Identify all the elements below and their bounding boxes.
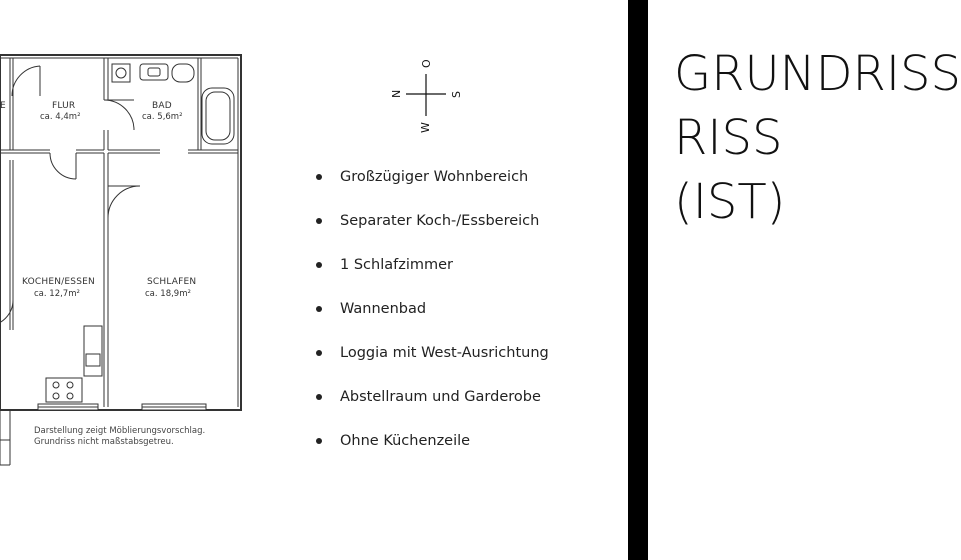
compass-w: W [419,122,432,133]
title-line-1: GRUNDRISS [674,46,961,102]
feature-text: 1 Schlafzimmer [340,257,453,273]
floor-plan [0,0,250,470]
list-item [314,386,549,430]
plan-disclaimer-line-1: Darstellung zeigt Möblierungsvorschlag. [34,426,206,436]
plan-disclaimer [34,426,205,448]
plan-disclaimer-line-2: Grundriss nicht maßstabsgetreu. [34,437,174,447]
bullet-icon [316,262,322,268]
list-item [314,166,549,210]
bullet-icon [316,438,322,444]
floor-plan-drawing [0,0,250,470]
room-area-bad: ca. 5,6m² [142,112,183,122]
room-area-kochen: ca. 12,7m² [34,289,80,299]
compass-icon [392,54,468,138]
bullet-icon [316,174,322,180]
compass-rose [392,54,468,138]
list-item [314,298,549,342]
black-divider-band [628,0,648,560]
room-name-schlafen: SCHLAFEN [147,277,197,287]
list-item [314,430,549,474]
room-name-kochen: KOCHEN/ESSEN [22,277,95,287]
title-line-3: (IST) [674,174,786,230]
bullet-icon [316,394,322,400]
title-line-2: RISS [674,110,783,166]
room-area-schlafen: ca. 18,9m² [145,289,191,299]
room-area-flur: ca. 4,4m² [40,112,81,122]
feature-list [314,166,549,474]
page-title [674,42,961,234]
feature-text: Großzügiger Wohnbereich [340,169,529,185]
compass-s: S [450,91,463,98]
room-partial-label: E [0,101,6,111]
room-name-bad: BAD [152,101,172,111]
feature-text: Wannenbad [340,301,427,317]
list-item [314,254,549,298]
feature-text: Ohne Küchenzeile [340,433,471,449]
list-item [314,210,549,254]
bullet-icon [316,218,322,224]
bullet-icon [316,350,322,356]
bullet-icon [316,306,322,312]
feature-text: Separater Koch-/Essbereich [340,213,540,229]
compass-n: N [390,89,403,98]
room-name-flur: FLUR [52,101,76,111]
compass-o: O [420,59,433,68]
list-item [314,342,549,386]
feature-text: Loggia mit West-Ausrichtung [340,345,549,361]
feature-text: Abstellraum und Garderobe [340,389,541,405]
